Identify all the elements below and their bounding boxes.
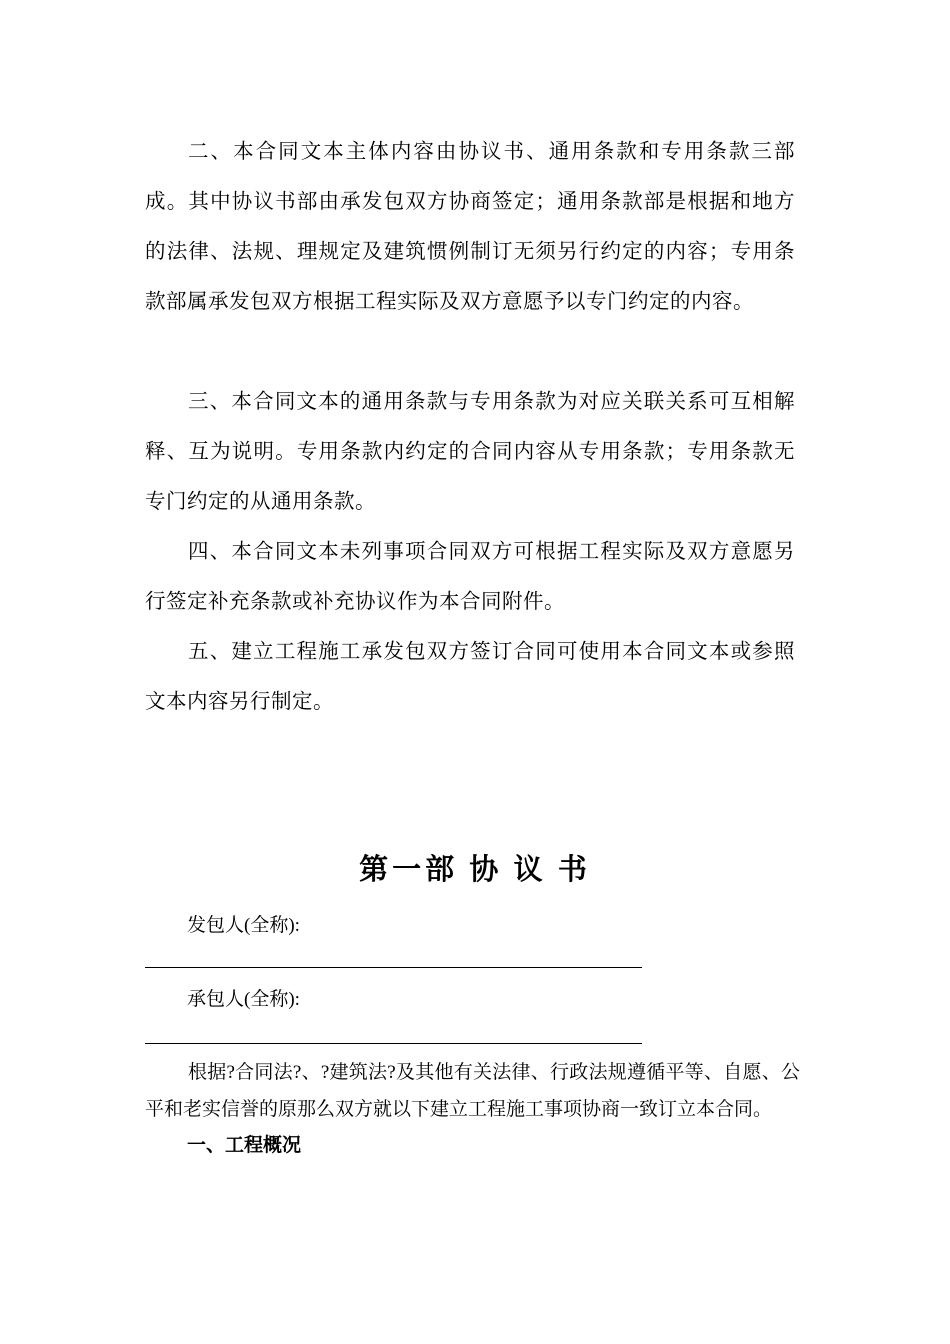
intro-paragraph-5: 五、建立工程施工承发包双方签订合同可使用本合同文本或参照文本内容另行制定。 — [145, 639, 795, 713]
legal-basis-paragraph: 根据?合同法?、?建筑法?及其他有关法律、行政法规遵循平等、自愿、公平和老实信誉的原那么双方就以下建立工程施工事项协商一致订立本合同。 — [145, 1062, 800, 1120]
employer-label: 发包人(全称): — [187, 915, 300, 936]
intro-paragraph-2: 二、本合同文本主体内容由协议书、通用条款和专用条款三部成。其中协议书部由承发包双方协商签定；通用条款部是根据和地方的法律、法规、理规定及建筑惯例制订无须另行约定的内容；专用条款部属承发包双方根据工程实际及双方意愿予以专门约定的内容。 — [145, 139, 795, 313]
part-one-title: 第一部 协 议 书 — [359, 854, 591, 886]
employer-name-blank-line — [145, 967, 642, 968]
contractor-label: 承包人(全称): — [187, 989, 300, 1010]
intro-paragraph-3: 三、本合同文本的通用条款与专用条款为对应关联关系可互相解释、互为说明。专用条款内约定的合同内容从专用条款；专用条款无专门约定的从通用条款。 — [145, 389, 795, 513]
contractor-name-blank-line — [145, 1043, 642, 1044]
intro-paragraph-4: 四、本合同文本未列事项合同双方可根据工程实际及双方意愿另行签定补充条款或补充协议作为本合同附件。 — [145, 539, 795, 613]
section-heading-project-overview: 一、工程概况 — [187, 1135, 302, 1156]
